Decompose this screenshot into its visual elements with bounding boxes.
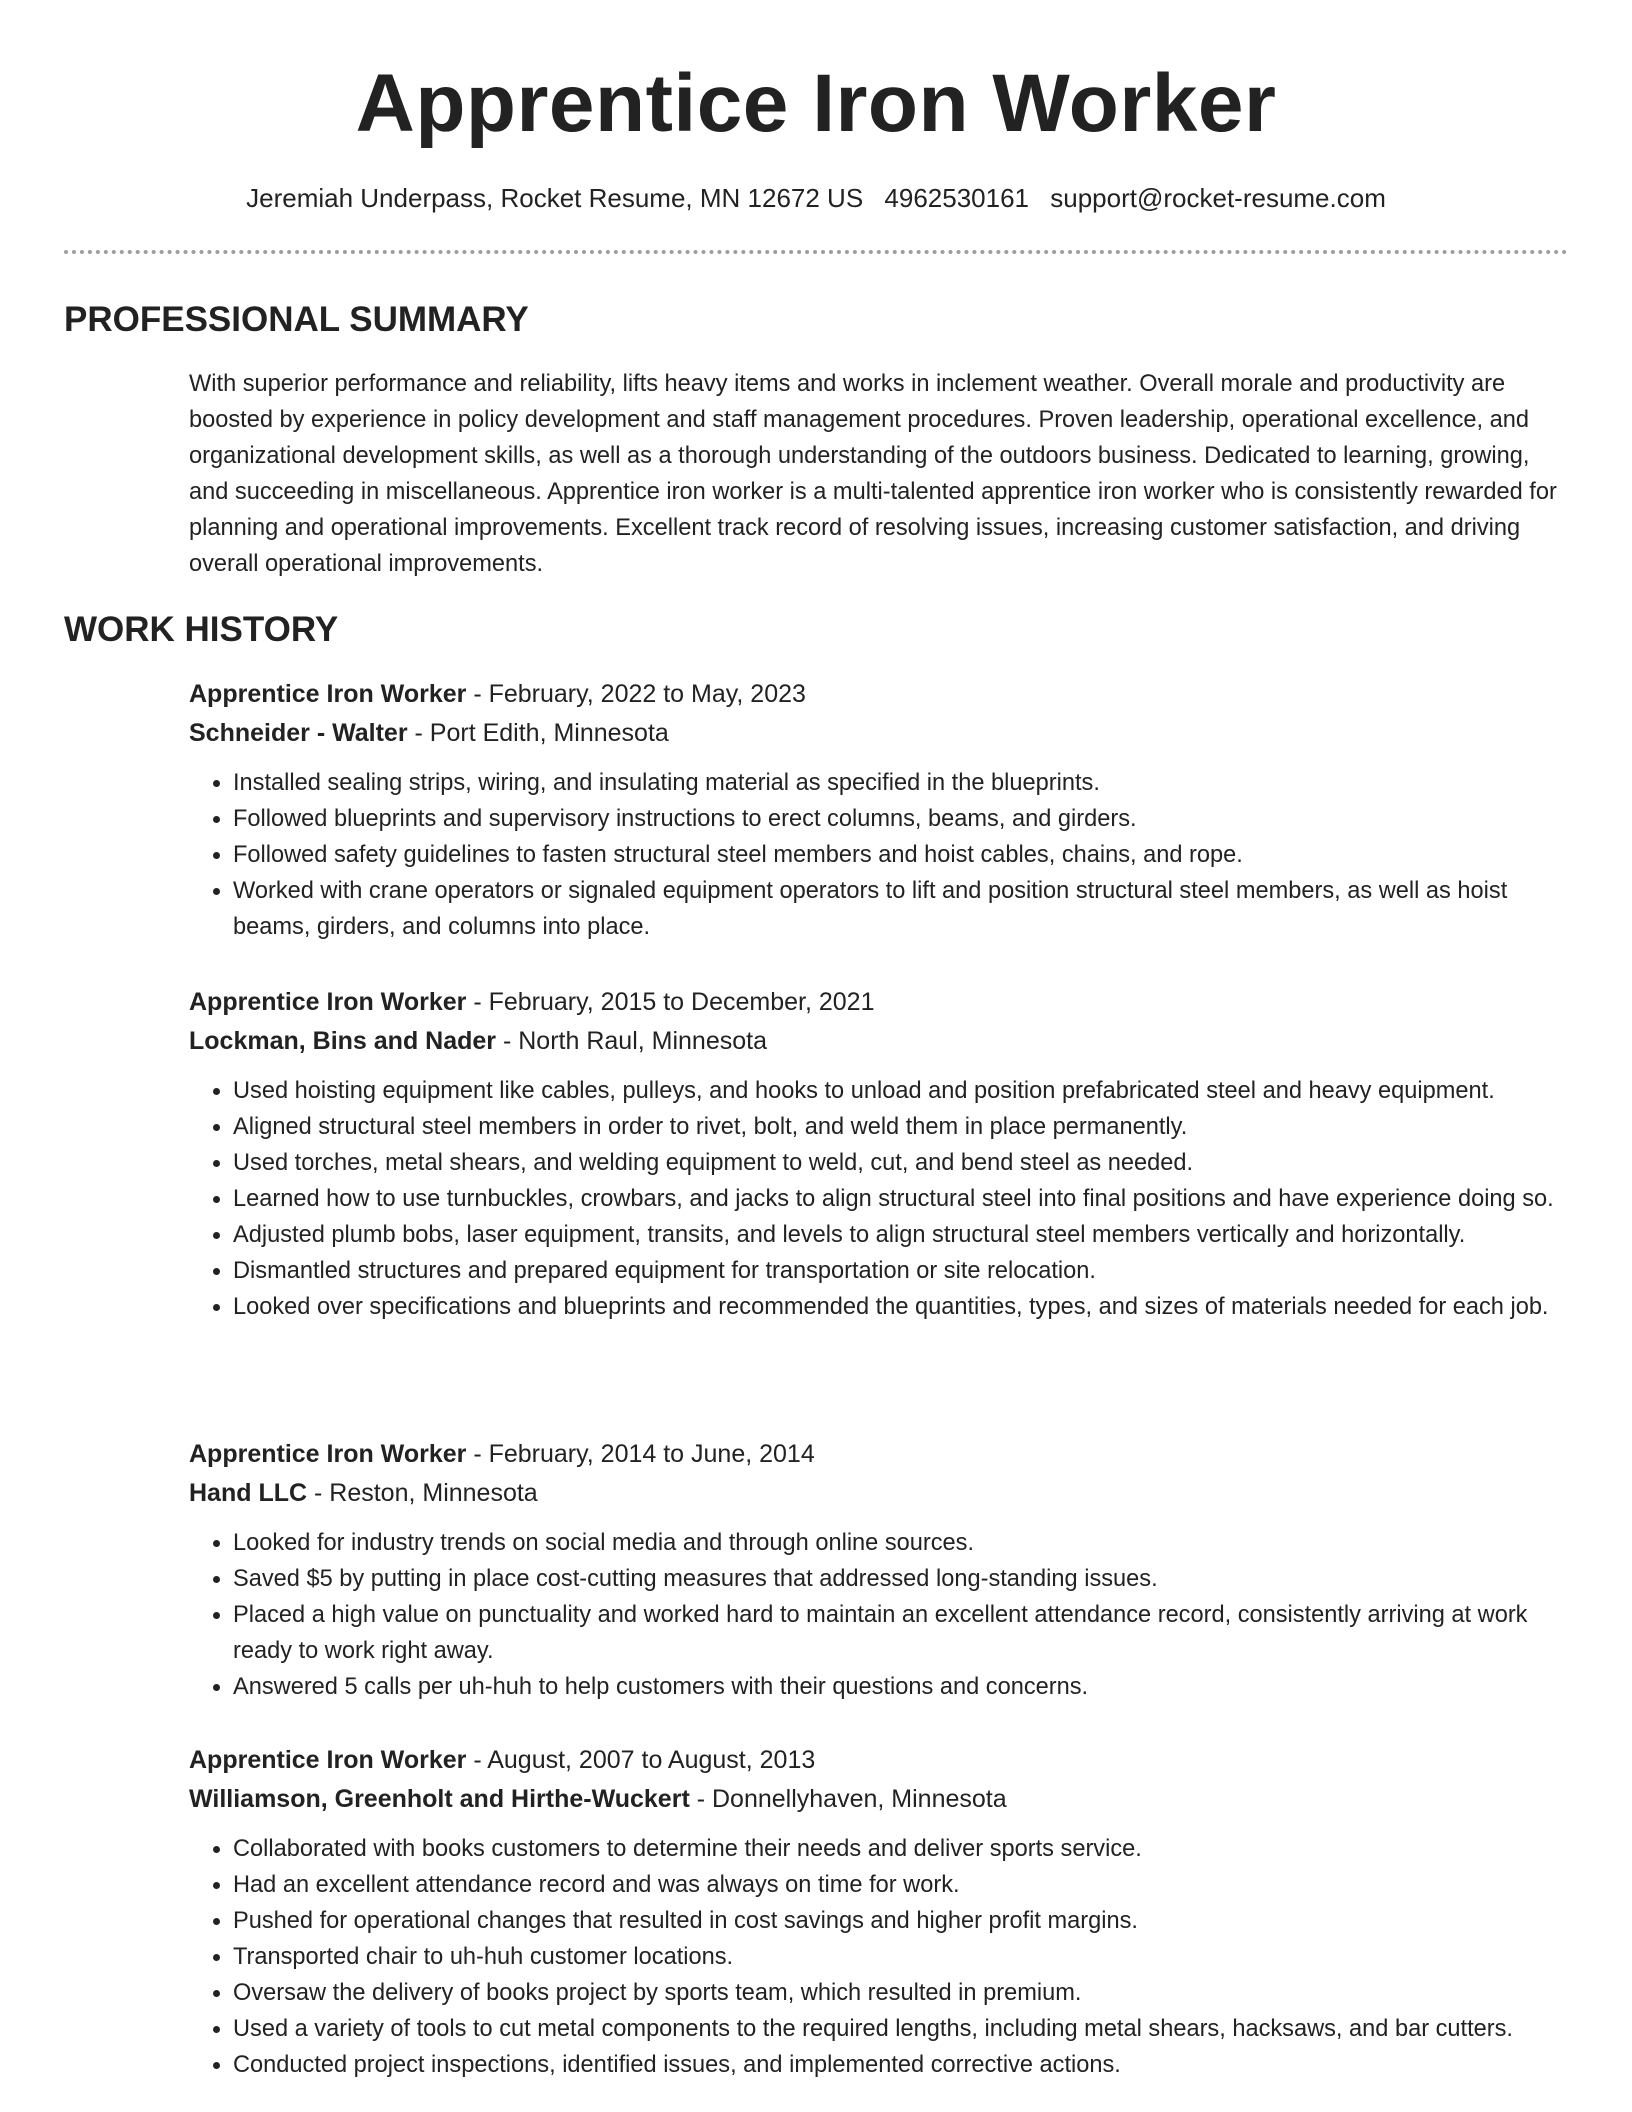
job-title-line [189,1741,1579,1780]
job-bullets [189,1525,1579,1705]
job-bullet: • Followed safety guidelines to fasten structural steel members and hoist cables, chains, and rope. [233,837,1579,873]
job-title: Apprentice Iron Worker [189,1440,467,1468]
contact-line [0,180,1632,216]
job-bullet: • Had an excellent attendance record and was always on time for work. [233,1867,1579,1903]
job-bullet: • Saved $5 by putting in place cost-cutting measures that addressed long-standing issues. [233,1561,1579,1597]
job-company-line [189,1474,1579,1513]
job-company: Lockman, Bins and Nader [189,1027,497,1055]
job-bullet: • Collaborated with books customers to determine their needs and deliver sports service. [233,1831,1579,1867]
job-bullet: • Installed sealing strips, wiring, and insulating material as specified in the blueprints. [233,765,1579,801]
job-title-line [189,675,1579,714]
job-bullet: • Conducted project inspections, identified issues, and implemented corrective actions. [233,2047,1579,2083]
job-bullet: • Adjusted plumb bobs, laser equipment, transits, and levels to align structural steel members vertically and horizontally. [233,1217,1579,1253]
job-dates: - February, 2014 to June, 2014 [466,1440,815,1468]
contact-phone: 4962530161 [884,183,1030,213]
job-bullets [189,765,1579,945]
job-bullet: • Looked over specifications and blueprints and recommended the quantities, types, and sizes of materials needed for each job. [233,1289,1579,1325]
job-bullet: • Transported chair to uh-huh customer locations. [233,1939,1579,1975]
job-bullet: • Used hoisting equipment like cables, pulleys, and hooks to unload and position prefabricated steel and heavy equipment. [233,1073,1579,1109]
job-entry [189,983,1579,1325]
job-bullet: • Oversaw the delivery of books project by sports team, which resulted in premium. [233,1975,1579,2011]
job-dates: - February, 2022 to May, 2023 [466,680,806,708]
job-entry [189,1741,1579,2083]
job-bullet: • Learned how to use turnbuckles, crowbars, and jacks to align structural steel into final positions and have experience doing so. [233,1181,1579,1217]
job-title: Apprentice Iron Worker [189,988,467,1016]
job-bullet: • Looked for industry trends on social media and through online sources. [233,1525,1579,1561]
job-bullet: • Used a variety of tools to cut metal components to the required lengths, including metal shears, hacksaws, and bar cutters. [233,2011,1579,2047]
job-dates: - February, 2015 to December, 2021 [466,988,875,1016]
job-entry [189,675,1579,945]
summary-heading: PROFESSIONAL SUMMARY [64,300,529,339]
summary-text: With superior performance and reliability, lifts heavy items and works in inclement weather. Overall morale and productivity are boosted by experience in policy development and staff management procedures. Proven leadership, operational excellence, and organizational development skills, as well as a thorough understanding of the outdoors business. Dedicated to learning, growing, and succeeding in miscellaneous. Apprentice iron worker is a multi-talented apprentice iron worker who is consistently rewarded for planning and operational improvements. Excellent track record of resolving issues, increasing customer satisfaction, and driving overall operational improvements. [189,371,1557,577]
job-location: - Port Edith, Minnesota [407,719,669,747]
contact-email: support@rocket-resume.com [1050,183,1386,213]
resume-title: Apprentice Iron Worker [355,58,1277,149]
job-bullet: • Pushed for operational changes that resulted in cost savings and higher profit margins. [233,1903,1579,1939]
job-location: - North Raul, Minnesota [496,1027,767,1055]
job-bullet: • Dismantled structures and prepared equipment for transportation or site relocation. [233,1253,1579,1289]
work-history-heading: WORK HISTORY [64,610,339,649]
job-bullet: • Answered 5 calls per uh-huh to help customers with their questions and concerns. [233,1669,1579,1705]
job-company: Hand LLC [189,1479,308,1507]
job-title-line [189,983,1579,1022]
job-title-line [189,1435,1579,1474]
job-bullet: • Placed a high value on punctuality and worked hard to maintain an excellent attendance record, consistently arriving at work ready to work right away. [233,1597,1579,1669]
job-company-line [189,714,1579,753]
contact-address: Jeremiah Underpass, Rocket Resume, MN 12672 US [246,183,864,213]
job-company-line [189,1780,1579,1819]
header-divider [64,250,1568,254]
job-bullets [189,1073,1579,1325]
job-bullet: • Worked with crane operators or signaled equipment operators to lift and position structural steel members, as well as hoist beams, girders, and columns into place. [233,873,1579,945]
job-bullets [189,1831,1579,2083]
job-dates: - August, 2007 to August, 2013 [466,1746,816,1774]
job-bullet: • Aligned structural steel members in order to rivet, bolt, and weld them in place permanently. [233,1109,1579,1145]
job-company: Schneider - Walter [189,719,408,747]
job-entry [189,1435,1579,1705]
job-company: Williamson, Greenholt and Hirthe-Wuckert [189,1785,690,1813]
job-bullet: • Followed blueprints and supervisory instructions to erect columns, beams, and girders. [233,801,1579,837]
job-location: - Reston, Minnesota [307,1479,538,1507]
job-title: Apprentice Iron Worker [189,680,467,708]
job-bullet: • Used torches, metal shears, and welding equipment to weld, cut, and bend steel as needed. [233,1145,1579,1181]
job-company-line [189,1022,1579,1061]
job-location: - Donnellyhaven, Minnesota [689,1785,1007,1813]
job-title: Apprentice Iron Worker [189,1746,467,1774]
